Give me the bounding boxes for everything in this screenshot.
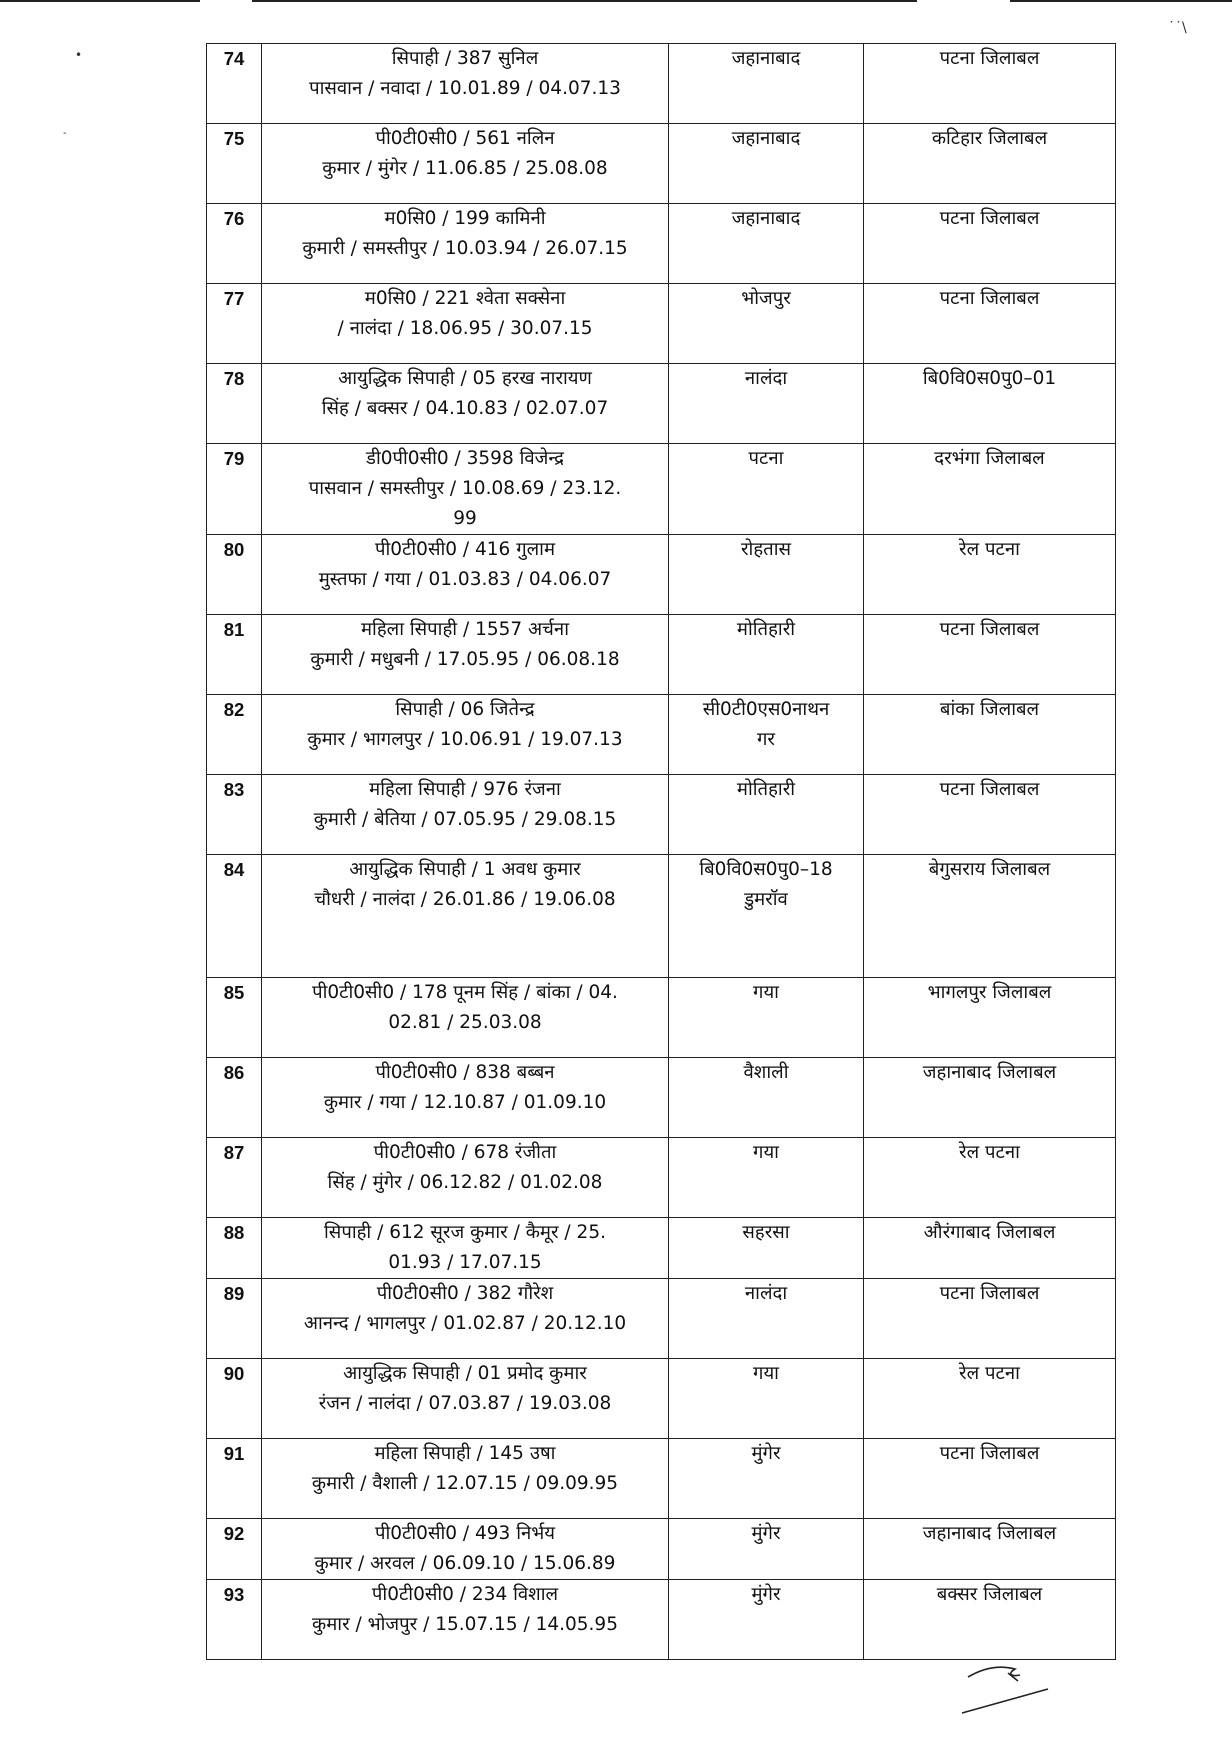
current-posting: मुंगेर — [669, 1580, 864, 1660]
employee-details-line: कुमार / भोजपुर / 15.07.15 / 14.05.95 — [312, 1614, 618, 1635]
table-row — [207, 615, 1116, 695]
top-rule-left — [0, 0, 200, 2]
serial-number: 90 — [207, 1359, 262, 1439]
employee-details — [262, 775, 669, 855]
current-posting: रोहतास — [669, 535, 864, 615]
employee-details — [262, 444, 669, 535]
employee-details-line: आयुद्धिक सिपाही / 01 प्रमोद कुमार — [343, 1363, 587, 1384]
employee-details-line: महिला सिपाही / 145 उषा — [374, 1443, 556, 1464]
table-row — [207, 1058, 1116, 1138]
employee-details — [262, 124, 669, 204]
employee-details — [262, 1058, 669, 1138]
employee-details-line: कुमार / गया / 12.10.87 / 01.09.10 — [323, 1092, 607, 1113]
table-row — [207, 1218, 1116, 1279]
employee-details-line: मुस्तफा / गया / 01.03.83 / 04.06.07 — [318, 569, 612, 590]
signature — [960, 1655, 1070, 1725]
transfer-destination: रेल पटना — [864, 535, 1116, 615]
employee-details-line: सिपाही / 06 जितेन्द्र — [395, 699, 535, 720]
margin-dash: - — [63, 128, 67, 139]
employee-details-line: पी0टी0सी0 / 493 निर्भय — [374, 1523, 555, 1544]
current-posting: सहरसा — [669, 1218, 864, 1279]
transfer-destination: औरंगाबाद जिलाबल — [864, 1218, 1116, 1279]
employee-details-line: आनन्द / भागलपुर / 01.02.87 / 20.12.10 — [303, 1313, 627, 1334]
employee-details-line: म0सि0 / 199 कामिनी — [384, 208, 546, 229]
employee-details-line: पी0टी0सी0 / 678 रंजीता — [373, 1142, 557, 1163]
employee-details — [262, 1580, 669, 1660]
table-row — [207, 1439, 1116, 1519]
transfer-destination: बि0वि0स0पु0–01 — [864, 364, 1116, 444]
employee-details — [262, 695, 669, 775]
serial-number: 81 — [207, 615, 262, 695]
current-posting: जहानाबाद — [669, 124, 864, 204]
employee-details — [262, 284, 669, 364]
serial-number: 82 — [207, 695, 262, 775]
employee-details-line: कुमारी / समस्तीपुर / 10.03.94 / 26.07.15 — [302, 238, 628, 259]
current-posting: नालंदा — [669, 364, 864, 444]
current-posting: नालंदा — [669, 1279, 864, 1359]
table-row — [207, 535, 1116, 615]
serial-number: 74 — [207, 44, 262, 124]
transfer-destination: दरभंगा जिलाबल — [864, 444, 1116, 535]
employee-details-line: 99 — [453, 508, 477, 529]
top-rule-center — [252, 0, 917, 2]
serial-number: 89 — [207, 1279, 262, 1359]
transfer-table-body — [207, 44, 1116, 1660]
employee-details — [262, 204, 669, 284]
table-row — [207, 364, 1116, 444]
transfer-destination: पटना जिलाबल — [864, 204, 1116, 284]
employee-details — [262, 1138, 669, 1218]
page-mark: ˙˙\ — [1168, 20, 1187, 36]
transfer-destination: कटिहार जिलाबल — [864, 124, 1116, 204]
employee-details-line: पी0टी0सी0 / 838 बब्बन — [375, 1062, 555, 1083]
serial-number: 86 — [207, 1058, 262, 1138]
table-row — [207, 284, 1116, 364]
serial-number: 91 — [207, 1439, 262, 1519]
employee-details-line: कुमार / मुंगेर / 11.06.85 / 25.08.08 — [322, 158, 608, 179]
employee-details-line: म0सि0 / 221 श्वेता सक्सेना — [364, 288, 566, 309]
current-posting: गया — [669, 978, 864, 1058]
employee-details-line: आयुद्धिक सिपाही / 1 अवध कुमार — [349, 859, 581, 880]
serial-number: 93 — [207, 1580, 262, 1660]
serial-number: 76 — [207, 204, 262, 284]
employee-details-line: 01.93 / 17.07.15 — [388, 1252, 542, 1273]
transfer-destination: पटना जिलाबल — [864, 615, 1116, 695]
table-row — [207, 444, 1116, 535]
employee-details — [262, 1439, 669, 1519]
employee-details — [262, 1519, 669, 1580]
transfer-destination: जहानाबाद जिलाबल — [864, 1058, 1116, 1138]
current-posting: जहानाबाद — [669, 204, 864, 284]
transfer-destination: बांका जिलाबल — [864, 695, 1116, 775]
current-posting: मुंगेर — [669, 1519, 864, 1580]
employee-details-line: पी0टी0सी0 / 178 पूनम सिंह / बांका / 04. — [312, 982, 618, 1003]
employee-details-line: पी0टी0सी0 / 234 विशाल — [371, 1584, 559, 1605]
employee-details-line: कुमार / भागलपुर / 10.06.91 / 19.07.13 — [307, 729, 623, 750]
employee-details-line: पी0टी0सी0 / 382 गौरेश — [376, 1283, 554, 1304]
current-posting: मुंगेर — [669, 1439, 864, 1519]
current-posting: मोतिहारी — [669, 775, 864, 855]
current-posting: पटना — [669, 444, 864, 535]
current-posting: बि0वि0स0पु0–18 डुमरॉव — [669, 855, 864, 978]
current-posting: सी0टी0एस0नाथन गर — [669, 695, 864, 775]
current-posting: वैशाली — [669, 1058, 864, 1138]
table-row — [207, 124, 1116, 204]
employee-details — [262, 1218, 669, 1279]
table-row — [207, 855, 1116, 978]
employee-details — [262, 535, 669, 615]
current-posting: गया — [669, 1359, 864, 1439]
employee-details-line: पी0टी0सी0 / 416 गुलाम — [374, 539, 556, 560]
employee-details-line: / नालंदा / 18.06.95 / 30.07.15 — [337, 318, 593, 339]
current-posting: गया — [669, 1138, 864, 1218]
employee-details-line: पी0टी0सी0 / 561 नलिन — [375, 128, 555, 149]
table-row — [207, 1279, 1116, 1359]
serial-number: 88 — [207, 1218, 262, 1279]
table-row — [207, 1138, 1116, 1218]
employee-details-line: पासवान / नवादा / 10.01.89 / 04.07.13 — [309, 78, 621, 99]
current-posting: भोजपुर — [669, 284, 864, 364]
employee-details-line: 02.81 / 25.03.08 — [388, 1012, 542, 1033]
table-row — [207, 44, 1116, 124]
transfer-destination: रेल पटना — [864, 1138, 1116, 1218]
transfer-destination: पटना जिलाबल — [864, 775, 1116, 855]
serial-number: 84 — [207, 855, 262, 978]
transfer-destination: जहानाबाद जिलाबल — [864, 1519, 1116, 1580]
employee-details — [262, 615, 669, 695]
table-row — [207, 1519, 1116, 1580]
transfer-table — [206, 43, 1116, 1660]
transfer-destination: बक्सर जिलाबल — [864, 1580, 1116, 1660]
employee-details-line: कुमारी / बेतिया / 07.05.95 / 29.08.15 — [313, 809, 617, 830]
current-posting: मोतिहारी — [669, 615, 864, 695]
employee-details-line: चौधरी / नालंदा / 26.01.86 / 19.06.08 — [314, 889, 616, 910]
serial-number: 77 — [207, 284, 262, 364]
employee-details-line: कुमारी / वैशाली / 12.07.15 / 09.09.95 — [311, 1473, 619, 1494]
employee-details — [262, 1359, 669, 1439]
employee-details-line: सिंह / बक्सर / 04.10.83 / 02.07.07 — [321, 398, 609, 419]
table-row — [207, 1359, 1116, 1439]
table-row — [207, 775, 1116, 855]
employee-details — [262, 44, 669, 124]
transfer-destination: पटना जिलाबल — [864, 284, 1116, 364]
employee-details-line: पासवान / समस्तीपुर / 10.08.69 / 23.12. — [308, 478, 622, 499]
serial-number: 87 — [207, 1138, 262, 1218]
serial-number: 92 — [207, 1519, 262, 1580]
transfer-destination: पटना जिलाबल — [864, 1439, 1116, 1519]
employee-details — [262, 1279, 669, 1359]
employee-details-line: कुमारी / मधुबनी / 17.05.95 / 06.08.18 — [310, 649, 620, 670]
employee-details-line: कुमार / अरवल / 06.09.10 / 15.06.89 — [314, 1553, 616, 1574]
serial-number: 79 — [207, 444, 262, 535]
transfer-destination: भागलपुर जिलाबल — [864, 978, 1116, 1058]
employee-details-line: सिपाही / 612 सूरज कुमार / कैमूर / 25. — [324, 1222, 606, 1243]
transfer-destination: पटना जिलाबल — [864, 1279, 1116, 1359]
top-rule-right — [1010, 0, 1232, 2]
table-row — [207, 695, 1116, 775]
transfer-destination: पटना जिलाबल — [864, 44, 1116, 124]
table-row — [207, 978, 1116, 1058]
current-posting: जहानाबाद — [669, 44, 864, 124]
employee-details-line: रंजन / नालंदा / 07.03.87 / 19.03.08 — [318, 1393, 612, 1414]
employee-details-line: आयुद्धिक सिपाही / 05 हरख नारायण — [338, 368, 592, 389]
employee-details-line: सिंह / मुंगेर / 06.12.82 / 01.02.08 — [327, 1172, 603, 1193]
employee-details-line: महिला सिपाही / 976 रंजना — [369, 779, 561, 800]
employee-details — [262, 364, 669, 444]
employee-details — [262, 855, 669, 978]
employee-details-line: महिला सिपाही / 1557 अर्चना — [360, 619, 569, 640]
serial-number: 78 — [207, 364, 262, 444]
employee-details-line: डी0पी0सी0 / 3598 विजेन्द्र — [366, 448, 564, 469]
margin-dot: • — [75, 48, 83, 62]
serial-number: 75 — [207, 124, 262, 204]
employee-details-line: सिपाही / 387 सुनिल — [391, 48, 539, 69]
serial-number: 80 — [207, 535, 262, 615]
table-row — [207, 204, 1116, 284]
serial-number: 83 — [207, 775, 262, 855]
employee-details — [262, 978, 669, 1058]
transfer-destination: रेल पटना — [864, 1359, 1116, 1439]
transfer-destination: बेगुसराय जिलाबल — [864, 855, 1116, 978]
serial-number: 85 — [207, 978, 262, 1058]
table-row — [207, 1580, 1116, 1660]
